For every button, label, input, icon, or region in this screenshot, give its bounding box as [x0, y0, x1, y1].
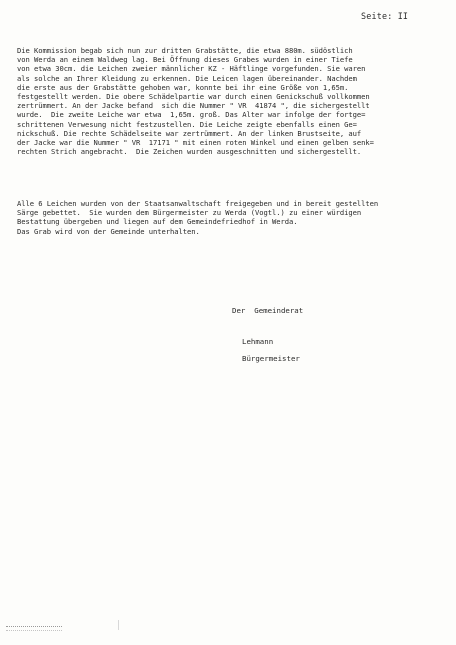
text-line: Särge gebettet. Sie wurden dem Bürgermeister zu Werda (Vogtl.) zu einer würdigen — [17, 208, 362, 218]
scan-artifact-mark — [6, 626, 62, 631]
council-signature-heading: Der Gemeinderat — [232, 306, 304, 315]
text-line: festgestellt werden. Die obere Schädelpartie war durch einen Genickschuß vollkommen — [17, 92, 370, 102]
mayor-title: Bürgermeister — [242, 354, 300, 363]
text-line: als solche an Ihrer Kleidung zu erkennen. Die Leicen lagen übereinander. Nachdem — [17, 73, 357, 83]
text-line: nickschuß. Die rechte Schädelseite war zertrümmert. An der linken Brustseite, auf — [17, 128, 362, 138]
text-line: Das Grab wird von der Gemeinde unterhalten. — [17, 226, 200, 236]
text-line: zertrümmert. An der Jacke befand sich die Nummer " VR 41874 ", die sichergestellt — [17, 101, 370, 111]
text-line: die erste aus der Grabstätte gehoben war, konnte bei ihr eine Größe von 1,65m. — [17, 82, 349, 92]
text-line: wurde. Die zweite Leiche war etwa 1,65m. groß. Das Alter war infolge der fortge= — [17, 110, 366, 120]
text-line: Bestattung übergeben und liegen auf dem Gemeindefriedhof in Werda. — [17, 217, 298, 227]
fold-mark — [118, 620, 119, 630]
text-line: von etwa 30cm. die Leichen zweier männlicher KZ - Häftlinge vorgefunden. Sie waren — [17, 64, 366, 74]
text-line: von Werda an einem Waldweg lag. Bei Öffnung dieses Grabes wurden in einer Tiefe — [17, 55, 353, 65]
text-line: Alle 6 Leichen wurden von der Staatsanwaltschaft freigegeben und in bereit gestellten — [17, 199, 379, 208]
mayor-name: Lehmann — [242, 337, 274, 346]
page-number: Seite: II — [361, 11, 409, 21]
report-paragraph — [17, 46, 449, 156]
text-line: rechten Strich angebracht. Die Zeichen wurden ausgeschnitten und sichergestellt. — [17, 147, 362, 157]
text-line: Die Kommission begab sich nun zur dritten Grabstätte, die etwa 880m. südöstlich — [17, 46, 353, 55]
text-line: schrittenen Verwesung nicht festzustellen. Die Leiche zeigte ebenfalls einen Ge= — [17, 119, 357, 129]
text-line: der Jacke war die Nummer " VR 17171 " mit einen roten Winkel und einen gelben senk= — [17, 138, 374, 148]
closing-paragraph — [17, 199, 449, 236]
